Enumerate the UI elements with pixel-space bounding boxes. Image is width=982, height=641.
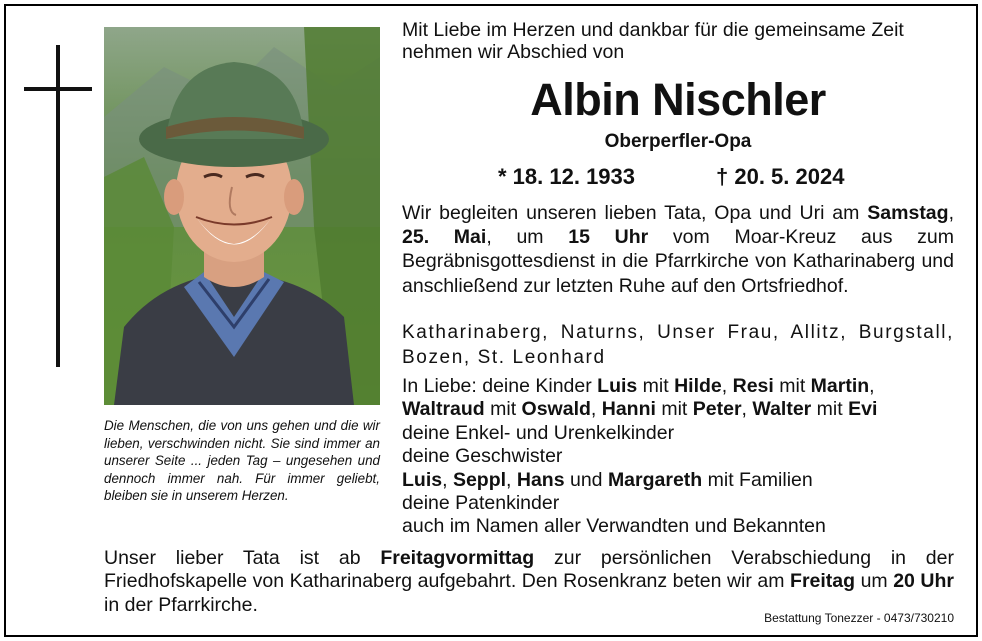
viewing-text: in der Pfarrkirche. bbox=[104, 593, 258, 616]
viewing-text: um bbox=[855, 570, 894, 593]
viewing-text: zur persönlichen Verabschiedung in der Friedhofskapelle von Katharinaberg aufgebahrt. Den Rosenkranz beten wir am bbox=[104, 547, 954, 593]
mourner-text: mit bbox=[655, 398, 693, 421]
funeral-day: Samstag bbox=[867, 202, 949, 224]
mourner-text: mit Familien bbox=[702, 468, 813, 491]
viewing-text: Unser lieber Tata ist ab bbox=[104, 547, 381, 569]
children-line-2 bbox=[402, 398, 962, 421]
mourner-text: , bbox=[442, 468, 453, 491]
viewing-day: Freitagvormittag bbox=[380, 547, 535, 569]
relatives-line: auch im Namen aller Verwandten und Bekannten bbox=[402, 515, 826, 538]
undertaker-credit: Bestattung Tonezzer - 0473/730210 bbox=[764, 611, 954, 625]
memorial-quote: Die Menschen, die von uns gehen und die wir lieben, verschwinden nicht. Sie sind immer an unserer Seite ... jeden Tag – ungesehen und dennoch immer nah. Für immer geliebt, bleiben sie in unserem Herzen. bbox=[104, 418, 380, 504]
deceased-name: Albin Nischler bbox=[530, 74, 826, 125]
mourner-text: , bbox=[721, 375, 733, 397]
mourner-text: mit bbox=[484, 398, 522, 421]
children-line-1 bbox=[402, 375, 962, 398]
mourner-name: Walter bbox=[752, 398, 812, 421]
deceased-nickname: Oberperfler-Opa bbox=[604, 131, 752, 152]
grandchildren-line: deine Enkel- und Urenkelkinder bbox=[402, 421, 675, 444]
rosary-time: 20 Uhr bbox=[893, 570, 954, 593]
death-date: † 20. 5. 2024 bbox=[716, 164, 845, 189]
siblings-line: deine Geschwister bbox=[402, 445, 563, 468]
mourner-name: Waltraud bbox=[402, 398, 485, 421]
viewing-details bbox=[104, 547, 954, 617]
mourner-name: Hilde bbox=[674, 375, 722, 397]
funeral-text: , bbox=[948, 202, 954, 224]
funeral-details bbox=[402, 201, 954, 298]
funeral-date: 25. Mai bbox=[402, 226, 487, 249]
mourner-name: Peter bbox=[692, 398, 742, 421]
mourner-name: Hanni bbox=[601, 398, 656, 421]
mourner-name: Oswald bbox=[521, 398, 591, 421]
birth-date: * 18. 12. 1933 bbox=[498, 164, 636, 189]
mourner-text: mit bbox=[773, 375, 811, 397]
sibling-name: Margareth bbox=[607, 468, 703, 491]
mourner-text: mit bbox=[811, 398, 849, 421]
rosary-day: Freitag bbox=[790, 570, 856, 593]
godchildren-line: deine Patenkinder bbox=[402, 492, 560, 515]
sibling-name: Hans bbox=[516, 468, 565, 491]
mourner-text: , bbox=[590, 398, 602, 421]
sibling-name: Luis bbox=[402, 468, 443, 491]
mourner-text: und bbox=[564, 468, 608, 491]
funeral-text: Wir begleiten unseren lieben Tata, Opa und Uri am bbox=[402, 202, 868, 224]
funeral-text: , um bbox=[486, 226, 569, 249]
mourner-text: , bbox=[741, 398, 753, 421]
funeral-time: 15 Uhr bbox=[568, 226, 649, 249]
portrait-photo bbox=[104, 27, 380, 405]
mourner-name: Resi bbox=[732, 375, 774, 397]
mourner-text: , bbox=[506, 468, 517, 491]
places-list: Katharinaberg, Naturns, Unser Frau, Allitz, Burgstall, Bozen, St. Leonhard bbox=[402, 322, 954, 368]
cross-icon-bar bbox=[24, 87, 92, 91]
mourner-name: Martin bbox=[810, 375, 870, 397]
mourner-text: In Liebe: deine Kinder bbox=[402, 375, 598, 397]
intro-text: Mit Liebe im Herzen und dankbar für die gemeinsame Zeit nehmen wir Abschied von bbox=[402, 19, 904, 63]
mourners-list bbox=[402, 375, 962, 539]
mourner-text: , bbox=[869, 375, 875, 397]
cross-icon bbox=[56, 45, 60, 367]
siblings-names-line bbox=[402, 469, 962, 492]
mourner-text: mit bbox=[637, 375, 675, 397]
mourner-name: Evi bbox=[848, 398, 878, 421]
sibling-name: Seppl bbox=[452, 468, 507, 491]
mourner-name: Luis bbox=[597, 375, 638, 397]
funeral-text: vom Moar-Kreuz aus zum Begräbnisgottesdienst in die Pfarrkirche von Katharinaberg und anschließend zur letzten Ruhe auf den Ortsfriedhof. bbox=[402, 226, 954, 297]
